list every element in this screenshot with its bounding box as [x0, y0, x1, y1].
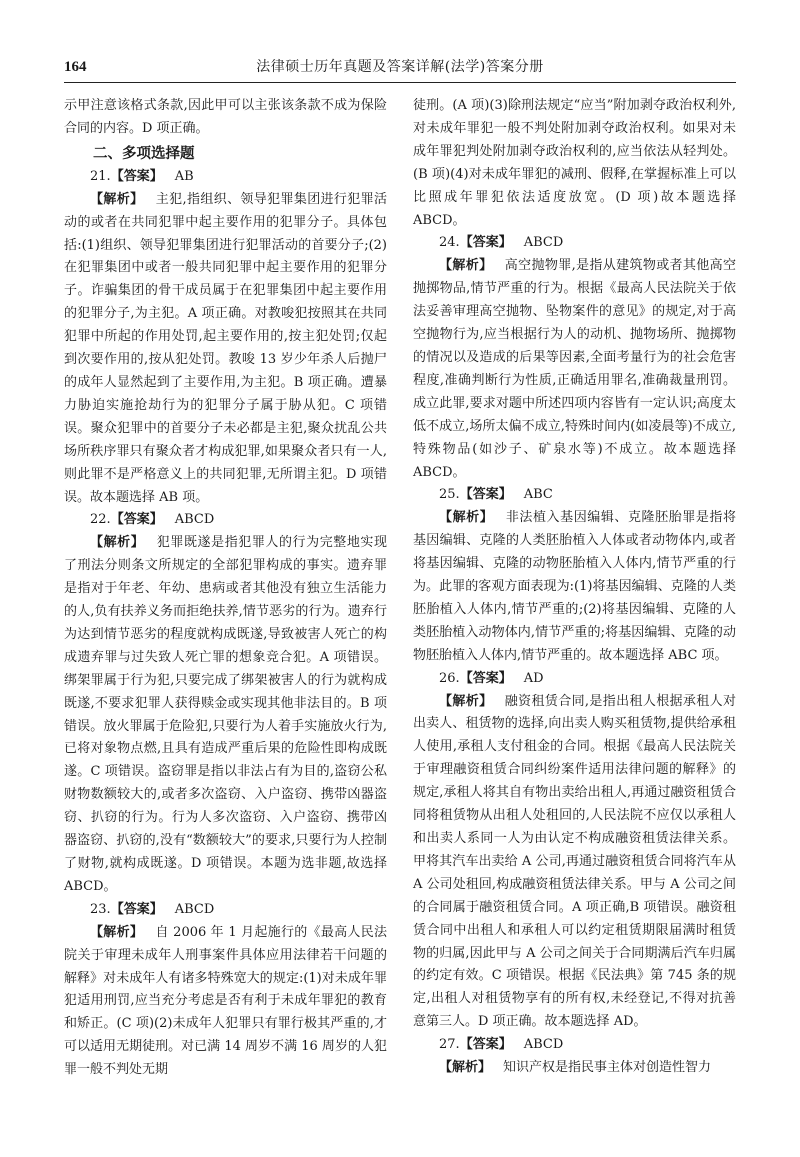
- analysis-paragraph-21: [64, 189, 387, 510]
- question-number: 24.: [439, 235, 460, 251]
- analysis-tag: 【解析】: [439, 1060, 492, 1076]
- answer-line-24: [413, 232, 736, 255]
- question-number: 22.: [90, 512, 111, 528]
- analysis-tag: 【解析】: [90, 924, 144, 940]
- page-header: [64, 52, 736, 83]
- answer-value: AD: [523, 670, 544, 686]
- question-number: 27.: [439, 1037, 460, 1053]
- analysis-tag: 【解析】: [439, 258, 493, 274]
- analysis-paragraph-26: [413, 691, 736, 1035]
- right-column: [413, 95, 736, 1130]
- answer-value: ABCD: [523, 1037, 564, 1053]
- question-number: 25.: [439, 487, 460, 503]
- question-number: 26.: [439, 670, 460, 686]
- section-heading: 二、多项选择题: [93, 144, 195, 162]
- answer-line-25: [413, 484, 736, 507]
- two-column-body: [64, 95, 736, 1130]
- answer-line-23: [64, 899, 387, 922]
- answer-tag: 【答案】: [459, 235, 512, 251]
- left-column: [64, 95, 387, 1130]
- answer-value: ABCD: [174, 901, 215, 917]
- continued-paragraph: 徒刑。(A 项)(3)除刑法规定“应当”附加剥夺政治权利外,对未成年罪犯一般不判处附加剥夺政治权利。如果对未成年罪犯判处附加剥夺政治权利的,应当依法从轻判处。(B 项)(4)对未成年罪犯的减刑、假释,在掌握标准上可以比照成年罪犯依法适度放宽。(D 项)故本题选择 ABCD。: [413, 98, 736, 228]
- page-number: 164: [64, 59, 87, 75]
- answer-line-26: [413, 668, 736, 691]
- answer-tag: 【答案】: [110, 512, 163, 528]
- analysis-paragraph-23: [64, 922, 387, 1082]
- question-number: 23.: [90, 901, 111, 917]
- analysis-text: 主犯,指组织、领导犯罪集团进行犯罪活动的或者在共同犯罪中起主要作用的犯罪分子。具体包括:(1)组织、领导犯罪集团进行犯罪活动的首要分子;(2)在犯罪集团中或者一般共同犯罪中起主要作用的犯罪分子。诈骗集团的骨干成员属于在犯罪集团中起主要作用的犯罪分子,为主犯。A 项正确。对教唆犯按照其在共同犯罪中所起的作用处罚,起主要作用的,按主犯处罚;仅起到次要作用的,按从犯处罚。教唆 13 岁少年杀人后抛尸的成年人显然起到了主要作用,为主犯。B 项正确。遭暴力胁迫实施抢劫行为的犯罪分子属于胁从犯。C 项错误。聚众犯罪中的首要分子未必都是主犯,聚众扰乱公共场所秩序罪只有聚众者才构成犯罪,如果聚众者只有一人,则此罪不是严格意义上的共同犯罪,无所谓主犯。D 项错误。故本题选择 AB 项。: [64, 191, 387, 505]
- answer-tag: 【答案】: [459, 1037, 512, 1053]
- running-title: 法律硕士历年真题及答案详解(法学)答案分册: [256, 59, 544, 75]
- answer-value: ABCD: [174, 512, 215, 528]
- answer-tag: 【答案】: [459, 487, 512, 503]
- analysis-paragraph-24: [413, 255, 736, 484]
- analysis-paragraph-25: [413, 507, 736, 667]
- answer-line-27: [413, 1034, 736, 1057]
- answer-line-21: [64, 166, 387, 189]
- answer-value: AB: [174, 168, 194, 184]
- answer-tag: 【答案】: [110, 168, 163, 184]
- analysis-tag: 【解析】: [439, 510, 494, 526]
- answer-value: ABC: [523, 487, 553, 503]
- analysis-text: 犯罪既遂是指犯罪人的行为完整地实现了刑法分则条文所规定的全部犯罪构成的事实。遗弃罪是指对于年老、年幼、患病或者其他没有独立生活能力的人,负有扶养义务而拒绝扶养,情节恶劣的行为。遗弃行为达到情节恶劣的程度就构成既遂,导致被害人死亡的构成遗弃罪与过失致人死亡罪的想象竞合犯。A 项错误。绑架罪属于行为犯,只要完成了绑架被害人的行为就构成既遂,不要求犯罪人获得赎金或实现其他非法目的。B 项错误。放火罪属于危险犯,只要行为人着手实施放火行为,已将对象物点燃,且具有造成严重后果的危险性即构成既遂。C 项错误。盗窃罪是指以非法占有为目的,盗窃公私财物数额较大的,或者多次盗窃、入户盗窃、携带凶器盗窃、扒窃的行为。行为人多次盗窃、入户盗窃、携带凶器盗窃、扒窃的,没有“数额较大”的要求,只要行为人控制了财物,就构成既遂。D 项错误。本题为选非题,故选择 ABCD。: [64, 535, 387, 894]
- answer-value: ABCD: [523, 235, 564, 251]
- analysis-text: 知识产权是指民事主体对创造性智力: [503, 1060, 712, 1076]
- continued-paragraph: 示甲注意该格式条款,因此甲可以主张该条款不成为保险合同的内容。D 项正确。: [64, 98, 387, 136]
- analysis-text: 非法植入基因编辑、克隆胚胎罪是指将基因编辑、克隆的人类胚胎植入人体或者动物体内,或者将基因编辑、克隆的动物胚胎植入人体内,情节严重的行为。此罪的客观方面表现为:(1)将基因编辑、克隆的人类胚胎植入人体内,情节严重的;(2)将基因编辑、克隆的人类胚胎植入动物体内,情节严重的;将基因编辑、克隆的动物胚胎植入人体内,情节严重的。故本题选择 ABC 项。: [413, 510, 736, 663]
- answer-line-22: [64, 509, 387, 532]
- answer-tag: 【答案】: [459, 670, 512, 686]
- analysis-text: 高空抛物罪,是指从建筑物或者其他高空抛掷物品,情节严重的行为。根据《最高人民法院关于依法妥善审理高空抛物、坠物案件的意见》的规定,对于高空抛物行为,应当根据行为人的动机、抛物场所、抛掷物的情况以及造成的后果等因素,全面考量行为的社会危害程度,准确判断行为性质,正确适用罪名,准确裁量刑罚。成立此罪,要求对题中所述四项内容皆有一定认识;高度太低不成立,场所太偏不成立,特殊时间内(如凌晨等)不成立,特殊物品(如沙子、矿泉水等)不成立。故本题选择 ABCD。: [413, 258, 736, 480]
- question-number: 21.: [90, 168, 111, 184]
- analysis-paragraph-22: [64, 532, 387, 899]
- analysis-tag: 【解析】: [439, 693, 493, 709]
- answer-tag: 【答案】: [110, 901, 163, 917]
- analysis-tag: 【解析】: [90, 191, 144, 207]
- analysis-text: 融资租赁合同,是指出租人根据承租人对出卖人、租赁物的选择,向出卖人购买租赁物,提供给承租人使用,承租人支付租金的合同。根据《最高人民法院关于审理融资租赁合同纠纷案件适用法律问题的解释》的规定,承租人将其自有物出卖给出租人,再通过融资租赁合同将租赁物从出租人处租回的,人民法院不应仅以承租人和出卖人系同一人为由认定不构成融资租赁法律关系。甲将其汽车出卖给 A 公司,再通过融资租赁合同将汽车从 A 公司处租回,构成融资租赁法律关系。甲与 A 公司之间的合同属于融资租赁合同。A 项正确,B 项错误。融资租赁合同中出租人和承租人可以约定租赁期限届满时租赁物的归属,因此甲与 A 公司之间关于合同期满后汽车归属的约定有效。C 项错误。根据《民法典》第 745 条的规定,出租人对租赁物享有的所有权,未经登记,不得对抗善意第三人。D 项正确。故本题选择 AD。: [413, 693, 736, 1030]
- analysis-text: 自 2006 年 1 月起施行的《最高人民法院关于审理未成年人刑事案件具体应用法律若干问题的解释》对未成年人有诸多特殊宽大的规定:(1)对未成年罪犯适用刑罚,应当充分考虑是否有利于未成年罪犯的教育和矫正。(C 项)(2)未成年人犯罪只有罪行极其严重的,才可以适用无期徒刑。对已满 14 周岁不满 16 周岁的人犯罪一般不判处无期: [64, 924, 387, 1078]
- analysis-tag: 【解析】: [90, 535, 145, 551]
- analysis-paragraph-27: [413, 1057, 736, 1080]
